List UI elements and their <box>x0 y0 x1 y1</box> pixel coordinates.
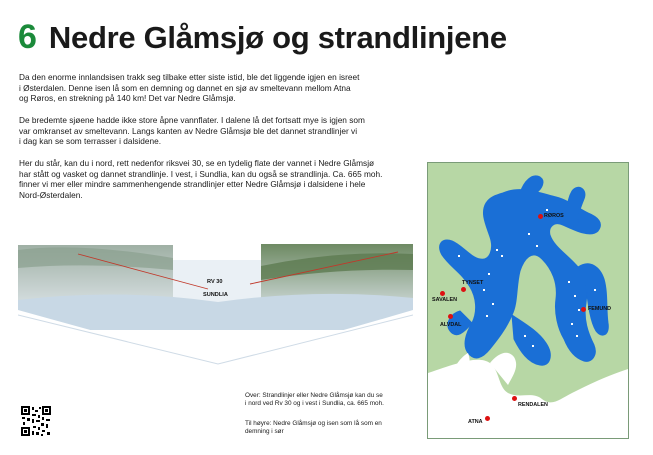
alvdal-marker <box>448 314 453 319</box>
town-roros: RØROS <box>544 213 564 219</box>
text-line: i dag kan se som terrasser i dalsidene. <box>19 136 162 147</box>
town-atna: ATNA <box>468 419 483 425</box>
section-number: 6 <box>18 18 37 56</box>
tynset-marker <box>461 287 466 292</box>
town-femund: FEMUND <box>588 306 612 312</box>
rendalen-marker <box>512 396 517 401</box>
caption-line: Til høyre: Nedre Glåmsjø og isen som lå som en <box>245 420 382 427</box>
text-line: i Østerdalen. Denne isen lå som en demning og dannet en sjø av smeltevann mellom Atna <box>19 82 351 93</box>
glamsjo-map <box>427 162 629 439</box>
shoreline-panorama <box>18 240 413 370</box>
town-tynset: TYNSET <box>462 280 484 286</box>
lakes-paragraph <box>19 115 419 147</box>
title-text: Nedre Glåmsjø og strandlinjene <box>48 20 507 55</box>
town-rendalen: RENDALEN <box>518 402 548 408</box>
panorama-illustration <box>18 240 413 370</box>
intro-paragraph <box>19 72 419 104</box>
savalen-marker <box>440 291 445 296</box>
femund-marker <box>581 307 586 312</box>
page-title <box>18 18 507 58</box>
lake-map-illustration <box>428 163 628 438</box>
roros-marker <box>538 214 543 219</box>
text-line: har stått og vasket og dannet strandlinje. I vest, i Sundlia, kan du også se strandlinja. Ca. 665 moh. <box>19 168 383 179</box>
caption-line: Over: Strandlinjer eller Nedre Glåmsjø kan du se <box>245 392 383 399</box>
text-line: Her du står, kan du i nord, rett nedenfor riksvei 30, se en tydelig flate der vannet i Nedre Glåmsjø <box>19 158 375 168</box>
qr-code-icon <box>20 405 52 437</box>
sundlia-label: SUNDLIA <box>203 292 228 298</box>
qr-code[interactable] <box>20 405 52 437</box>
text-line: og Røros, en strekning på 140 km! Det var Nedre Glåmsjø. <box>19 93 236 104</box>
text-line: Nord-Østerdalen. <box>19 189 83 200</box>
text-line: Da den enorme innlandsisen trakk seg tilbake etter siste istid, ble det liggende igjen en isreet <box>19 72 360 82</box>
caption-line: i nord ved Rv 30 og i vest i Sundlia, ca. 665 moh. <box>245 400 384 407</box>
caption-line: demning i sør <box>245 428 284 435</box>
caption-over <box>245 392 395 408</box>
rv30-label: RV 30 <box>207 279 223 285</box>
caption-right <box>245 420 395 436</box>
text-line: var omkranset av smeltevann. Langs kanten av Nedre Glåmsjø ble det dannet strandlinjer vi <box>19 125 358 136</box>
location-paragraph <box>19 158 419 200</box>
town-alvdal: ALVDAL <box>440 322 462 328</box>
town-savalen: SAVALEN <box>432 297 457 303</box>
text-line: De bredemte sjøene hadde ikke store åpne vannflater. I dalene lå det fortsatt mye is igjen som <box>19 115 365 125</box>
text-line: finner vi mer eller mindre sammenhengende strandlinjer etter Nedre Glåmsjø i dalsidene i hele <box>19 179 366 190</box>
atna-marker <box>485 416 490 421</box>
